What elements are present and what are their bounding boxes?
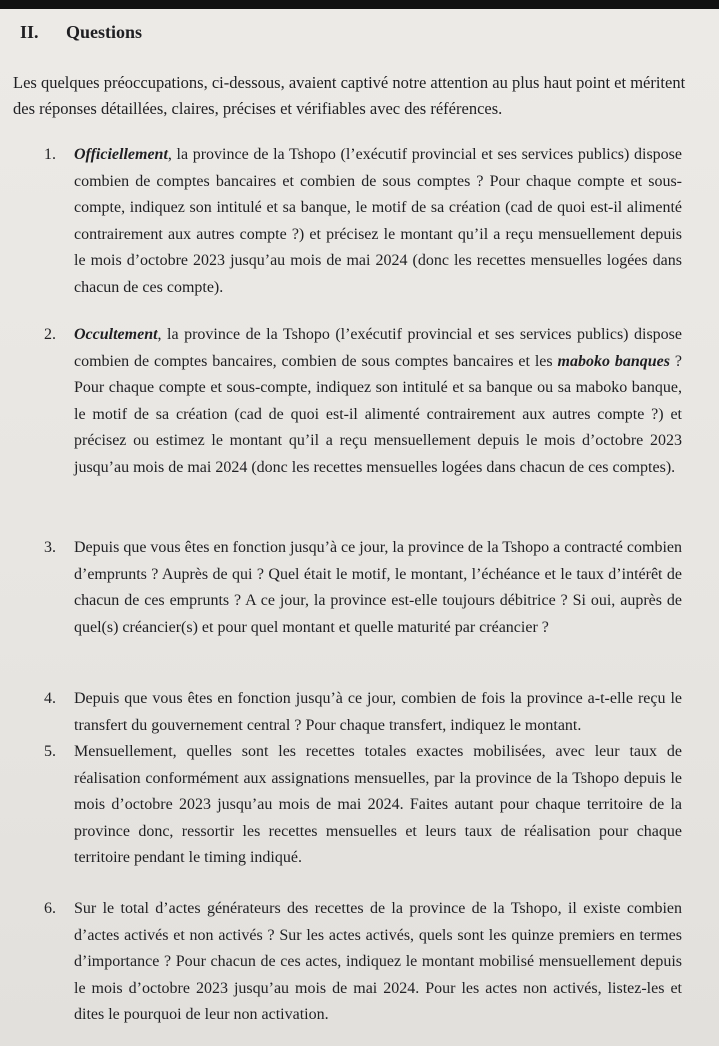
question-text: Depuis que vous êtes en fonction jusqu’à ce jour, combien de fois la province a-t-elle reçu le transfert du gouvernement central ? Pour chaque transfert, indiquez le montant.: [74, 690, 682, 734]
question-number: 3.: [44, 539, 56, 556]
question-5: [46, 739, 682, 872]
question-number: 5.: [44, 743, 56, 760]
question-text: Mensuellement, quelles sont les recettes totales exactes mobilisées, avec leur taux de réalisation conformément aux assignations mensuelles, par la province de la Tshopo depuis le mois d’octobre 2023 jusqu’au mois de mai 2024. Faites autant pour chaque territoire de la province donc, ressortir les recettes mensuelles et leurs taux de réalisation pour chaque territoire pendant le timing indiqué.: [74, 743, 682, 866]
question-number: 4.: [44, 690, 56, 707]
question-number: 6.: [44, 900, 56, 917]
question-number: 2.: [44, 326, 56, 343]
question-lead: Occultement: [74, 326, 158, 343]
question-text: ? Pour chaque compte et sous-compte, indiquez son intitulé et sa banque ou sa maboko banque, le motif de sa création (cad de quoi est-il alimenté contrairement aux autres compte ?) et précisez ou estimez le montant qu’il a reçu mensuellement depuis le mois d’octobre 2023 jusqu’au mois de mai 2024 (donc les recettes mensuelles logées dans chacun de ces comptes).: [74, 352, 683, 476]
top-shadow-bar: [0, 0, 719, 9]
question-6: [46, 896, 682, 1029]
intro-paragraph: Les quelques préoccupations, ci-dessous, avaient captivé notre attention au plus haut point et méritent des réponses détaillées, claires, précises et vérifiables avec des références.: [13, 73, 686, 118]
question-4: [46, 686, 682, 739]
question-emphasis: maboko banques: [557, 352, 670, 370]
question-lead: Officiellement: [74, 146, 168, 163]
section-title: Questions: [66, 22, 143, 42]
question-3: [46, 535, 682, 641]
question-text: Sur le total d’actes générateurs des recettes de la province de la Tshopo, il existe combien d’actes activés et non activés ? Sur les actes activés, quels sont les quinze premiers en termes d’importance ? Pour chacun de ces actes, indiquez le montant mobilisé mensuellement depuis le mois d’octobre 2023 jusqu’au mois de mai 2024. Pour les actes non activés, listez-les et dites le pourquoi de leur non activation.: [74, 900, 682, 1023]
question-text: , la province de la Tshopo (l’exécutif provincial et ses services publics) dispose combien de comptes bancaires, combien de sous comptes bancaires et les: [74, 326, 682, 370]
question-1: [46, 142, 682, 301]
question-text: Depuis que vous êtes en fonction jusqu’à ce jour, la province de la Tshopo a contracté combien d’emprunts ? Auprès de qui ? Quel était le motif, le montant, l’échéance et le taux d’intérêt de chacun de ces emprunts ? A ce jour, la province est-elle toujours débitrice ? Si oui, auprès de quel(s) créancier(s) et pour quel montant et quelle maturité par créancier ?: [74, 539, 682, 636]
question-number: 1.: [44, 146, 56, 163]
section-heading: [20, 22, 142, 43]
section-number: II.: [20, 22, 39, 42]
question-2: [46, 322, 682, 481]
question-text: , la province de la Tshopo (l’exécutif provincial et ses services publics) dispose combien de comptes bancaires et combien de sous comptes ? Pour chaque compte et sous-compte, indiquez son intitulé et sa banque, le motif de sa création (cad de quoi est-il alimenté contrairement aux autres compte ?) et précisez le montant qu’il a reçu mensuellement depuis le mois d’octobre 2023 jusqu’au mois de mai 2024 (donc les recettes mensuelles logées dans chacun de ces compte).: [74, 146, 682, 296]
